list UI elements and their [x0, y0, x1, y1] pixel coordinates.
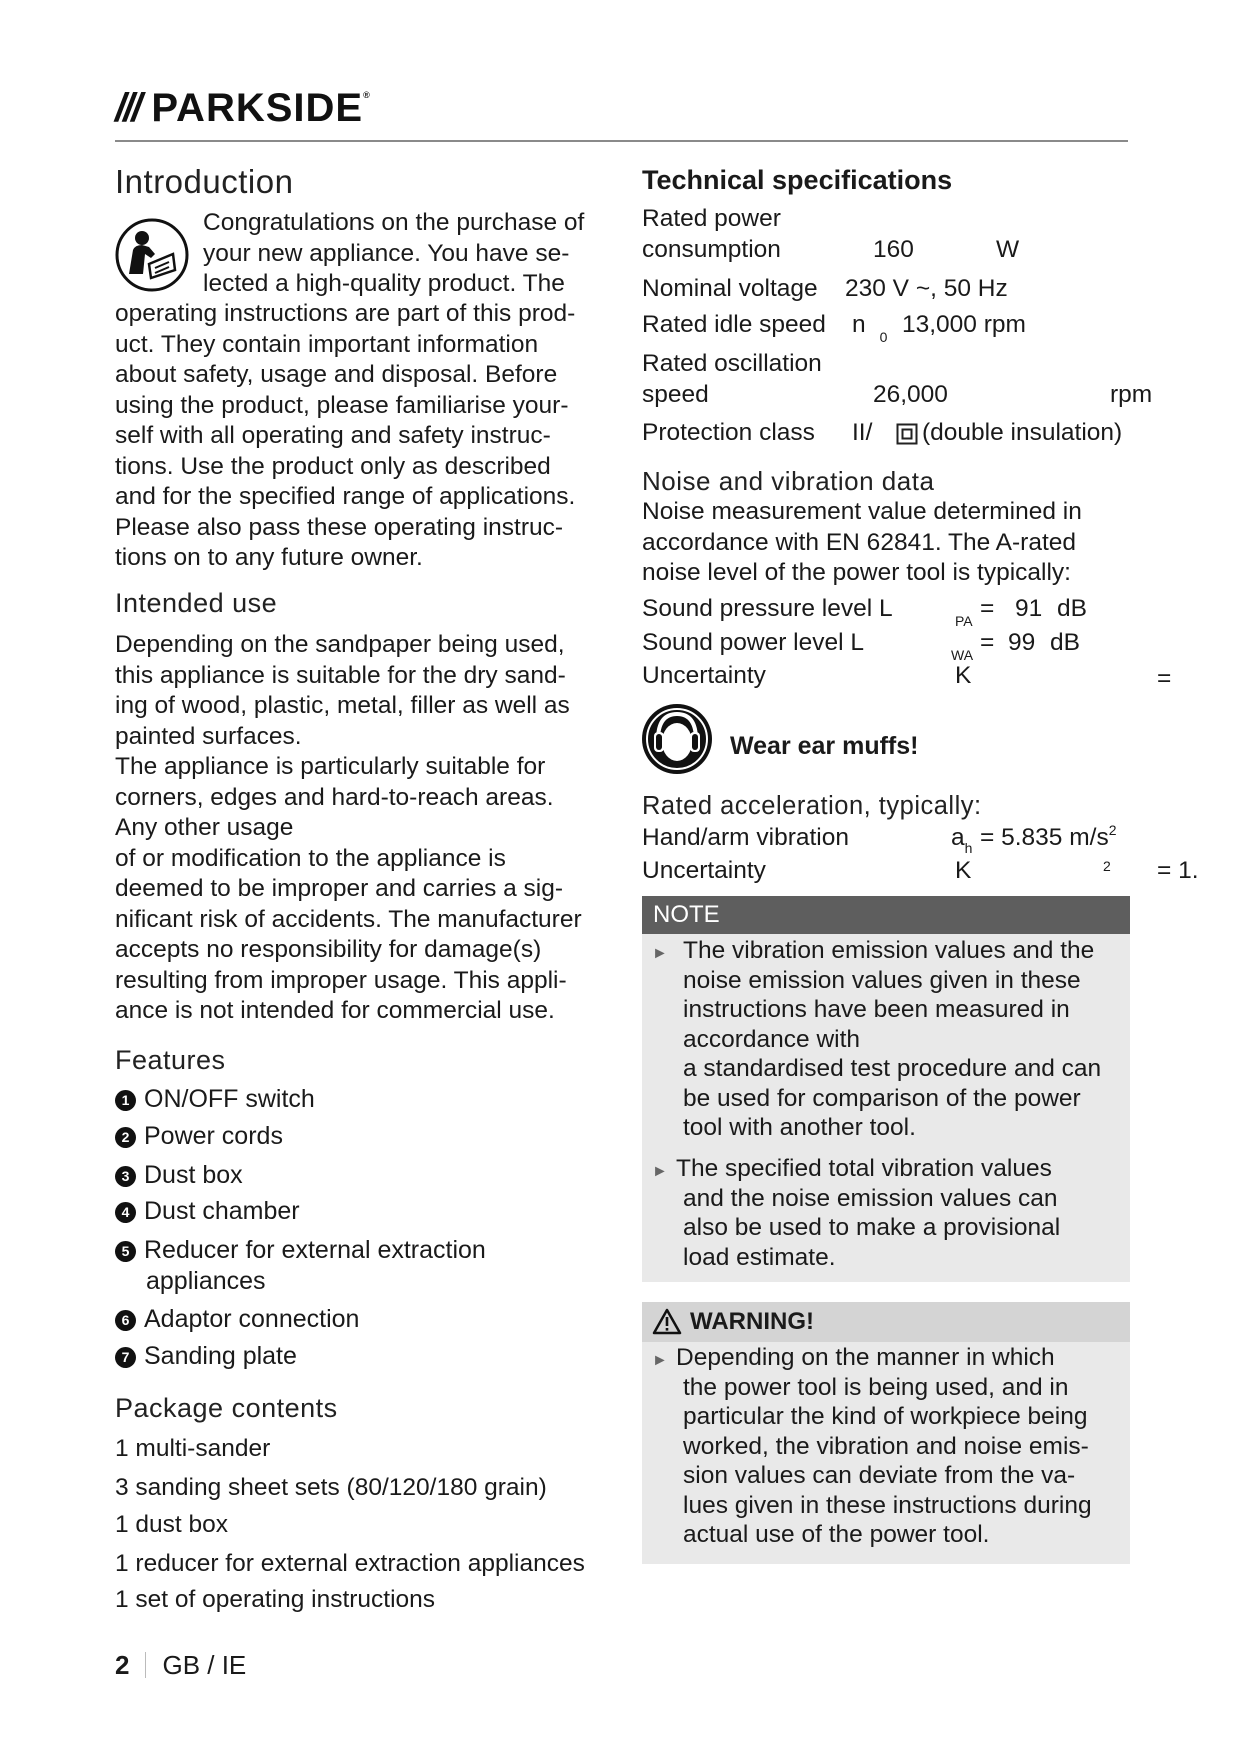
- feature-item: [115, 1196, 615, 1226]
- sound-pressure-subscript: PA: [955, 613, 973, 629]
- footer-divider: [145, 1652, 146, 1678]
- features-title: Features: [115, 1045, 226, 1075]
- intended-line: accepts no responsibility for damage(s): [115, 936, 542, 963]
- intended-line: nificant risk of accidents. The manufacturer: [115, 905, 582, 933]
- rated-power-unit: W: [996, 236, 1020, 263]
- package-item: 1 dust box: [115, 1511, 229, 1538]
- intro-line: about safety, usage and disposal. Before: [115, 361, 558, 388]
- hand-arm-label: Hand/arm vibration: [642, 824, 849, 851]
- idle-symbol: n: [852, 311, 866, 338]
- note-line: The specified total vibration values: [676, 1155, 1052, 1182]
- warning-triangle-icon: [652, 1308, 682, 1335]
- intended-line: Depending on the sandpaper being used,: [115, 631, 565, 658]
- hand-arm-symbol: [951, 824, 973, 856]
- number-badge-icon: 2: [115, 1127, 136, 1148]
- oscillation-label: Rated oscillation: [642, 350, 822, 377]
- feature-item: [115, 1304, 615, 1334]
- sound-power-value: 99: [1008, 629, 1036, 656]
- oscillation-value: 26,000: [873, 381, 948, 408]
- intended-line: this appliance is suitable for the dry sand-: [115, 661, 566, 689]
- noise-line: accordance with EN 62841. The A-rated: [642, 528, 1077, 556]
- vib-uncertainty-small: 2: [1103, 858, 1111, 874]
- intended-line: resulting from improper usage. This appli-: [115, 966, 567, 994]
- feature-item: [115, 1121, 615, 1151]
- ear-muffs-label: Wear ear muffs!: [730, 732, 919, 760]
- sound-power-subscript: WA: [951, 647, 974, 663]
- intended-use-title: Intended use: [115, 588, 278, 618]
- intro-line: Congratulations on the purchase of: [203, 209, 585, 236]
- number-badge-icon: 7: [115, 1347, 136, 1368]
- hand-superscript: 2: [1108, 822, 1117, 838]
- ear-muffs-icon: [640, 702, 714, 776]
- header-rule: [115, 140, 1128, 142]
- number-badge-icon: 5: [115, 1241, 136, 1262]
- intended-line: painted surfaces.: [115, 722, 302, 750]
- warning-line: sion values can deviate from the va-: [683, 1462, 1076, 1489]
- protection-note: (double insulation): [922, 419, 1123, 446]
- idle-speed-value: 13,000 rpm: [902, 311, 1026, 338]
- package-item: 3 sanding sheet sets (80/120/180 grain): [115, 1474, 547, 1501]
- note-line: a standardised test procedure and can: [683, 1055, 1102, 1082]
- intended-line: ance is not intended for commercial use.: [115, 997, 555, 1024]
- brand-name: PARKSIDE: [151, 86, 364, 130]
- intro-line: and for the specified range of applications.: [115, 483, 576, 510]
- package-title: Package contents: [115, 1393, 338, 1423]
- bullet-arrow-icon: ►: [652, 1352, 668, 1369]
- warning-title: WARNING!: [690, 1308, 814, 1335]
- feature-label: Power cords: [144, 1122, 283, 1150]
- noise-title: Noise and vibration data: [642, 466, 935, 496]
- intended-line: ing of wood, plastic, metal, filler as well as: [115, 692, 570, 719]
- read-manual-icon: [115, 218, 189, 292]
- note-line: instructions have been measured in: [683, 996, 1070, 1023]
- sound-power-eq: =: [980, 629, 995, 656]
- sound-pressure-eq: =: [980, 595, 995, 622]
- noise-uncertainty-symbol: K: [955, 662, 972, 689]
- tech-title: Technical specifications: [642, 165, 953, 195]
- page-footer: [115, 1650, 246, 1681]
- rated-power-label2: consumption: [642, 236, 781, 263]
- hand-subscript: h: [964, 840, 973, 856]
- feature-label: ON/OFF switch: [144, 1085, 315, 1113]
- vibration-title: Rated acceleration, typically:: [642, 792, 982, 820]
- number-badge-icon: 4: [115, 1202, 136, 1223]
- warning-line: the power tool is being used, and in: [683, 1373, 1069, 1401]
- noise-uncertainty-label: Uncertainty: [642, 662, 766, 689]
- sound-pressure-unit: dB: [1057, 595, 1087, 622]
- intro-title: Introduction: [115, 163, 294, 200]
- intro-line: operating instructions are part of this prod-: [115, 300, 576, 327]
- logo-slashes-icon: ///: [115, 86, 140, 130]
- page-number: 2: [115, 1650, 130, 1680]
- intended-use-body: [115, 630, 582, 1027]
- registered-mark: ®: [363, 90, 371, 100]
- feature-item: [115, 1160, 615, 1190]
- intro-line: lected a high-quality product. The: [203, 270, 565, 297]
- warning-bullet-1: [676, 1343, 1092, 1550]
- note-bullet-1: [683, 936, 1101, 1143]
- note-line: be used for comparison of the power: [683, 1084, 1081, 1112]
- warning-header: [642, 1302, 1130, 1342]
- intro-wrapped-text: [203, 208, 584, 300]
- warning-line: particular the kind of workpiece being: [683, 1403, 1088, 1430]
- intro-line: uct. They contain important information: [115, 330, 539, 358]
- intro-line: using the product, please familiarise your-: [115, 391, 569, 419]
- intro-line: your new appliance. You have se-: [203, 239, 570, 267]
- note-line: The vibration emission values and the: [683, 937, 1095, 964]
- package-item: 1 set of operating instructions: [115, 1586, 436, 1613]
- nominal-voltage-label: Nominal voltage: [642, 275, 818, 302]
- protection-label: Protection class: [642, 419, 815, 446]
- intro-line: tions. Use the product only as described: [115, 452, 551, 480]
- protection-value: II/: [852, 419, 873, 446]
- intro-body: [115, 299, 575, 574]
- feature-label: Reducer for external extraction: [144, 1236, 486, 1264]
- intended-line: Any other usage: [115, 814, 294, 841]
- number-badge-icon: 6: [115, 1310, 136, 1331]
- bullet-arrow-icon: ►: [652, 1163, 668, 1180]
- note-line: and the noise emission values can: [683, 1184, 1058, 1212]
- nominal-voltage-value: 230 V ~, 50 Hz: [845, 275, 1008, 302]
- rated-power-value: 160: [873, 236, 914, 263]
- note-title: NOTE: [653, 901, 720, 928]
- note-line: noise emission values given in these: [683, 966, 1081, 994]
- feature-label: Dust box: [144, 1161, 243, 1189]
- double-insulation-icon: [896, 423, 918, 445]
- sound-power-unit: dB: [1050, 629, 1080, 656]
- oscillation-unit: rpm: [1110, 381, 1153, 408]
- sound-pressure-label: Sound pressure level L: [642, 595, 893, 622]
- note-bullet-2: [676, 1154, 1060, 1272]
- intended-line: of or modification to the appliance is: [115, 844, 506, 872]
- vib-uncertainty-symbol: K: [955, 857, 972, 884]
- noise-uncertainty-eq: =: [1157, 665, 1172, 692]
- sound-pressure-value: 91: [1015, 595, 1043, 622]
- noise-body: [642, 497, 1082, 589]
- intended-line: deemed to be improper and carries a sig-: [115, 875, 564, 902]
- brand-logo: [115, 86, 371, 131]
- feature-item: [115, 1235, 615, 1265]
- warning-line: Depending on the manner in which: [676, 1344, 1055, 1371]
- note-header: [642, 896, 1130, 934]
- sound-power-label: Sound power level L: [642, 629, 865, 656]
- warning-line: worked, the vibration and noise emis-: [683, 1432, 1089, 1460]
- oscillation-label2: speed: [642, 381, 709, 408]
- feature-label-cont: appliances: [146, 1267, 266, 1295]
- package-item: 1 reducer for external extraction appliances: [115, 1550, 585, 1577]
- feature-item: [115, 1341, 615, 1371]
- note-line: also be used to make a provisional: [683, 1214, 1061, 1241]
- note-line: tool with another tool.: [683, 1114, 916, 1141]
- idle-speed-label: Rated idle speed: [642, 311, 826, 338]
- hand-value: = 5.835 m/s: [980, 824, 1109, 851]
- note-line: load estimate.: [683, 1243, 836, 1271]
- region-label: GB / IE: [162, 1650, 247, 1680]
- bullet-arrow-icon: ►: [652, 945, 668, 962]
- feature-label: Sanding plate: [144, 1342, 297, 1370]
- warning-line: actual use of the power tool.: [683, 1521, 990, 1548]
- feature-label: Dust chamber: [144, 1197, 300, 1225]
- intro-line: self with all operating and safety instruc-: [115, 422, 551, 449]
- note-line: accordance with: [683, 1025, 861, 1053]
- intended-line: The appliance is particularly suitable for: [115, 753, 546, 780]
- number-badge-icon: 3: [115, 1166, 136, 1187]
- hand-arm-value: [980, 824, 1117, 852]
- hand-symbol: a: [951, 824, 965, 851]
- feature-label: Adaptor connection: [144, 1305, 360, 1333]
- noise-line: Noise measurement value determined in: [642, 498, 1082, 525]
- rated-power-label: Rated power: [642, 205, 781, 232]
- vib-uncertainty-label: Uncertainty: [642, 857, 766, 884]
- idle-speed-symbol: [852, 311, 888, 345]
- intended-line: corners, edges and hard-to-reach areas.: [115, 783, 554, 811]
- warning-line: lues given in these instructions during: [683, 1491, 1092, 1519]
- intro-line: Please also pass these operating instruc-: [115, 513, 564, 541]
- noise-line: noise level of the power tool is typically:: [642, 559, 1071, 586]
- idle-subscript: 0: [879, 329, 888, 345]
- intro-line: tions on to any future owner.: [115, 544, 423, 571]
- vib-uncertainty-value: = 1.: [1157, 857, 1199, 884]
- package-item: 1 multi-sander: [115, 1435, 271, 1462]
- number-badge-icon: 1: [115, 1090, 136, 1111]
- feature-item: [115, 1084, 615, 1114]
